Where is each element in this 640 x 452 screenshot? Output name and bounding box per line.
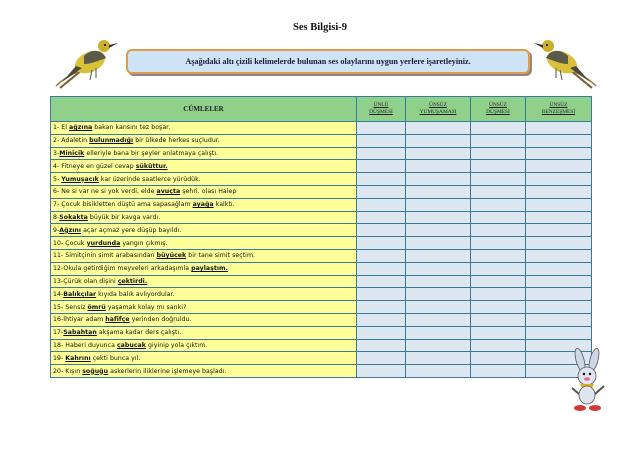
answer-cell-unsuz-dusmesi[interactable] xyxy=(471,198,526,211)
header-unsuz-dusmesi xyxy=(471,97,526,122)
sentence-text: 8- xyxy=(53,213,60,221)
table-row xyxy=(51,237,592,250)
sentence-text: açar açmaz yere düşüp bayıldı. xyxy=(81,226,182,234)
table-row xyxy=(51,198,592,211)
answer-cell-unsuz-benzesmesi[interactable] xyxy=(526,160,592,173)
sentence-cell xyxy=(51,173,357,186)
answer-cell-unsuz-benzesmesi[interactable] xyxy=(526,185,592,198)
table-row xyxy=(51,134,592,147)
answer-cell-unsuz-yumusamasi[interactable] xyxy=(406,249,471,262)
header-line: YUMUŞAMASI xyxy=(419,109,457,115)
table-row xyxy=(51,301,592,314)
table-row xyxy=(51,185,592,198)
underlined-word: Minicik xyxy=(59,149,85,157)
instruction-box xyxy=(126,49,530,74)
sentence-text: bir tane simit seçtim. xyxy=(186,252,256,260)
answer-cell-unlu-dusmesi[interactable] xyxy=(357,249,406,262)
table-row xyxy=(51,262,592,275)
answer-cell-unsuz-dusmesi[interactable] xyxy=(471,122,526,135)
underlined-word: Sabahtan xyxy=(63,329,97,337)
answer-cell-unlu-dusmesi[interactable] xyxy=(357,262,406,275)
answer-cell-unsuz-dusmesi[interactable] xyxy=(471,326,526,339)
answer-cell-unsuz-dusmesi[interactable] xyxy=(471,134,526,147)
table-row xyxy=(51,122,592,135)
answer-cell-unsuz-dusmesi[interactable] xyxy=(471,313,526,326)
table-row xyxy=(51,313,592,326)
sentence-text: giyinip yola çıktım. xyxy=(145,341,208,349)
answer-cell-unsuz-dusmesi[interactable] xyxy=(471,185,526,198)
underlined-word: ağzına xyxy=(69,124,93,132)
sentence-text: bakan kansını tez boşar. xyxy=(92,124,171,132)
answer-cell-unsuz-benzesmesi[interactable] xyxy=(526,275,592,288)
answer-cell-unsuz-benzesmesi[interactable] xyxy=(526,288,592,301)
sentence-text: bir ülkede herkes suçludur. xyxy=(133,137,220,145)
table-row xyxy=(51,173,592,186)
answer-cell-unlu-dusmesi[interactable] xyxy=(357,224,406,237)
sentence-text: 20- Kışın xyxy=(53,367,83,375)
underlined-word: bulunmadığı xyxy=(89,137,134,145)
answer-cell-unsuz-benzesmesi[interactable] xyxy=(526,262,592,275)
sentence-cell xyxy=(51,122,357,135)
underlined-word: hafifçe xyxy=(105,316,130,324)
answer-cell-unlu-dusmesi[interactable] xyxy=(357,185,406,198)
answer-cell-unsuz-yumusamasi[interactable] xyxy=(406,365,471,378)
sentence-cell xyxy=(51,198,357,211)
sentence-text: kıyıda balık avlıyordular. xyxy=(96,290,175,298)
header-line: DÜŞMESİ xyxy=(486,109,510,115)
header-line: ÜNSÜZ xyxy=(429,102,447,108)
sentence-text: büyük bir kavga vardı. xyxy=(87,213,161,221)
sentence-cell xyxy=(51,185,357,198)
answer-cell-unsuz-dusmesi[interactable] xyxy=(471,147,526,160)
answer-cell-unsuz-yumusamasi[interactable] xyxy=(406,275,471,288)
underlined-word: ömrü xyxy=(87,303,106,311)
answer-cell-unsuz-benzesmesi[interactable] xyxy=(526,211,592,224)
underlined-word: çektirdi. xyxy=(117,277,148,285)
answer-cell-unlu-dusmesi[interactable] xyxy=(357,211,406,224)
sentence-cell xyxy=(51,301,357,314)
answer-cell-unsuz-dusmesi[interactable] xyxy=(471,339,526,352)
answer-cell-unsuz-yumusamasi[interactable] xyxy=(406,211,471,224)
answer-cell-unsuz-yumusamasi[interactable] xyxy=(406,122,471,135)
table-row xyxy=(51,352,592,365)
underlined-word: çabucak xyxy=(116,341,146,349)
header-line: ÜNLÜ xyxy=(373,102,389,108)
table-row xyxy=(51,326,592,339)
answer-cell-unsuz-yumusamasi[interactable] xyxy=(406,237,471,250)
header-unsuz-yumusamasi xyxy=(406,97,471,122)
answer-cell-unsuz-dusmesi[interactable] xyxy=(471,224,526,237)
answer-cell-unsuz-benzesmesi[interactable] xyxy=(526,301,592,314)
answer-cell-unsuz-dusmesi[interactable] xyxy=(471,262,526,275)
sentence-cell xyxy=(51,160,357,173)
sentence-text: yangın çıkmış. xyxy=(120,239,168,247)
sentence-cell xyxy=(51,288,357,301)
header-unsuz-benzesmesi xyxy=(526,97,592,122)
header-line: DÜŞMESİ xyxy=(369,109,393,115)
answer-cell-unlu-dusmesi[interactable] xyxy=(357,313,406,326)
answer-cell-unsuz-dusmesi[interactable] xyxy=(471,160,526,173)
answer-cell-unsuz-yumusamasi[interactable] xyxy=(406,173,471,186)
instruction-text: Aşağıdaki altı çizili kelimelerde bulunan ses olaylarını uygun yerlere işaretleyiniz. xyxy=(185,57,471,66)
underlined-word: sükûttur. xyxy=(135,162,168,170)
answer-cell-unsuz-yumusamasi[interactable] xyxy=(406,198,471,211)
answer-cell-unlu-dusmesi[interactable] xyxy=(357,198,406,211)
answer-cell-unsuz-yumusamasi[interactable] xyxy=(406,134,471,147)
sentence-cell xyxy=(51,211,357,224)
answer-cell-unsuz-benzesmesi[interactable] xyxy=(526,198,592,211)
answer-cell-unsuz-dusmesi[interactable] xyxy=(471,173,526,186)
answer-cell-unlu-dusmesi[interactable] xyxy=(357,326,406,339)
exercise-table xyxy=(50,96,592,378)
answer-cell-unsuz-benzesmesi[interactable] xyxy=(526,237,592,250)
sentence-cell xyxy=(51,147,357,160)
header-line: BENZEŞMESİ xyxy=(541,109,576,115)
answer-cell-unlu-dusmesi[interactable] xyxy=(357,237,406,250)
sentence-text: kar üzerinde saatlerce yürüdük. xyxy=(98,175,201,183)
sentence-text: 2- Adaletin xyxy=(53,137,90,145)
table-row xyxy=(51,365,592,378)
sentence-cell xyxy=(51,134,357,147)
table-row xyxy=(51,249,592,262)
underlined-word: Sokakta xyxy=(59,213,88,221)
underlined-word: büyücek xyxy=(156,252,187,260)
sentence-text: yerinden doğruldu. xyxy=(129,316,192,324)
answer-cell-unsuz-benzesmesi[interactable] xyxy=(526,134,592,147)
answer-cell-unsuz-benzesmesi[interactable] xyxy=(526,122,592,135)
answer-cell-unlu-dusmesi[interactable] xyxy=(357,275,406,288)
table-row xyxy=(51,211,592,224)
underlined-word: Ağzını xyxy=(59,226,82,234)
table-row xyxy=(51,288,592,301)
answer-cell-unlu-dusmesi[interactable] xyxy=(357,160,406,173)
sentence-cell xyxy=(51,249,357,262)
table-header-row xyxy=(51,97,592,122)
sentence-cell xyxy=(51,237,357,250)
header-line: ÜNSÜZ xyxy=(549,102,568,108)
sentence-cell xyxy=(51,339,357,352)
answer-cell-unlu-dusmesi[interactable] xyxy=(357,301,406,314)
sentence-cell xyxy=(51,275,357,288)
answer-cell-unlu-dusmesi[interactable] xyxy=(357,134,406,147)
header-unlu-dusmesi xyxy=(357,97,406,122)
answer-cell-unsuz-dusmesi[interactable] xyxy=(471,301,526,314)
sentence-cell xyxy=(51,365,357,378)
sentence-text: 9- xyxy=(53,226,60,234)
bird-left-icon xyxy=(52,30,120,92)
answer-cell-unsuz-dusmesi[interactable] xyxy=(471,249,526,262)
underlined-word: soğuğu xyxy=(82,367,109,375)
answer-cell-unsuz-dusmesi[interactable] xyxy=(471,288,526,301)
answer-cell-unsuz-yumusamasi[interactable] xyxy=(406,224,471,237)
answer-cell-unsuz-yumusamasi[interactable] xyxy=(406,288,471,301)
sentence-cell xyxy=(51,326,357,339)
answer-cell-unsuz-yumusamasi[interactable] xyxy=(406,326,471,339)
answer-cell-unsuz-dusmesi[interactable] xyxy=(471,275,526,288)
answer-cell-unsuz-dusmesi[interactable] xyxy=(471,237,526,250)
answer-cell-unlu-dusmesi[interactable] xyxy=(357,122,406,135)
sentence-text: yaşamak kolay mı sanki? xyxy=(105,303,187,311)
answer-cell-unsuz-yumusamasi[interactable] xyxy=(406,301,471,314)
answer-cell-unsuz-yumusamasi[interactable] xyxy=(406,262,471,275)
answer-cell-unsuz-dusmesi[interactable] xyxy=(471,211,526,224)
underlined-word: avuçta xyxy=(156,188,181,196)
answer-cell-unlu-dusmesi[interactable] xyxy=(357,173,406,186)
answer-cell-unsuz-dusmesi[interactable] xyxy=(471,352,526,365)
underlined-word: Balıkçılar xyxy=(63,290,97,298)
sentence-text: 18- Haberi duyunca xyxy=(53,341,117,349)
sentence-cell xyxy=(51,313,357,326)
answer-cell-unsuz-dusmesi[interactable] xyxy=(471,365,526,378)
answer-cell-unsuz-yumusamasi[interactable] xyxy=(406,160,471,173)
table-row xyxy=(51,339,592,352)
table-row xyxy=(51,275,592,288)
sentence-text: 15- Sensiz xyxy=(53,303,88,311)
sentence-text: çekti bunca yıl. xyxy=(90,354,141,362)
sentence-text: 14- xyxy=(53,290,64,298)
bird-right-icon xyxy=(532,30,600,92)
answer-cell-unsuz-benzesmesi[interactable] xyxy=(526,224,592,237)
answer-cell-unlu-dusmesi[interactable] xyxy=(357,352,406,365)
sentence-text: şehri. olası Halep xyxy=(180,188,237,196)
header-line: ÜNSÜZ xyxy=(489,102,507,108)
answer-cell-unsuz-benzesmesi[interactable] xyxy=(526,173,592,186)
answer-cell-unsuz-yumusamasi[interactable] xyxy=(406,339,471,352)
sentence-text: elleriyle bana bir şeyler anlatmaya çalıştı. xyxy=(84,149,219,157)
answer-cell-unsuz-yumusamasi[interactable] xyxy=(406,352,471,365)
underlined-word: Yumuşacık xyxy=(61,175,99,183)
answer-cell-unlu-dusmesi[interactable] xyxy=(357,339,406,352)
sentence-text: 1- El xyxy=(53,124,70,132)
answer-cell-unlu-dusmesi[interactable] xyxy=(357,365,406,378)
underlined-word: Kahrını xyxy=(65,354,91,362)
table-row xyxy=(51,147,592,160)
page-title: Ses Bilgisi-9 xyxy=(293,22,347,33)
sentence-text: 16-İhtiyar adam xyxy=(53,316,106,324)
table-row xyxy=(51,224,592,237)
answer-cell-unsuz-benzesmesi[interactable] xyxy=(526,249,592,262)
sentence-text: askerlerin iliklerine işlemeye başladı. xyxy=(108,367,227,375)
answer-cell-unsuz-benzesmesi[interactable] xyxy=(526,326,592,339)
answer-cell-unsuz-yumusamasi[interactable] xyxy=(406,185,471,198)
answer-cell-unsuz-benzesmesi[interactable] xyxy=(526,147,592,160)
underlined-word: paylaştım. xyxy=(191,265,228,273)
underlined-word: ayağa xyxy=(192,201,214,209)
answer-cell-unlu-dusmesi[interactable] xyxy=(357,147,406,160)
sentence-text: 12-Okula getirdiğim meyveleri arkadaşımla xyxy=(53,265,192,273)
rabbit-icon xyxy=(566,348,610,414)
sentence-text: kalktı. xyxy=(213,201,235,209)
answer-cell-unsuz-benzesmesi[interactable] xyxy=(526,313,592,326)
table-row xyxy=(51,160,592,173)
underlined-word: yurdunda xyxy=(86,239,121,247)
sentence-text: 10- Çocuk xyxy=(53,239,87,247)
sentence-text: 11- Simitçinin simit arabasından xyxy=(53,252,157,260)
sentence-cell xyxy=(51,262,357,275)
sentence-text: 4- Fitneye en güzel cevap xyxy=(53,162,136,170)
sentence-text: 19- xyxy=(53,354,66,362)
sentence-text: 7- Çocuk bisikletten düştü ama sapasağlam xyxy=(53,201,193,209)
sentence-cell xyxy=(51,352,357,365)
answer-cell-unsuz-yumusamasi[interactable] xyxy=(406,147,471,160)
sentence-text: 17- xyxy=(53,329,64,337)
header-sentences: CÜMLELER xyxy=(51,97,357,122)
answer-cell-unsuz-yumusamasi[interactable] xyxy=(406,313,471,326)
sentence-cell xyxy=(51,224,357,237)
sentence-text: akşama kadar ders çalıştı. xyxy=(96,329,182,337)
sentence-text: 13-Çürük olan dişini xyxy=(53,277,118,285)
sentence-text: 5- xyxy=(53,175,62,183)
sentence-text: 3- xyxy=(53,149,60,157)
sentence-text: 6- Ne si var ne si yok verdi, elde xyxy=(53,188,157,196)
answer-cell-unlu-dusmesi[interactable] xyxy=(357,288,406,301)
